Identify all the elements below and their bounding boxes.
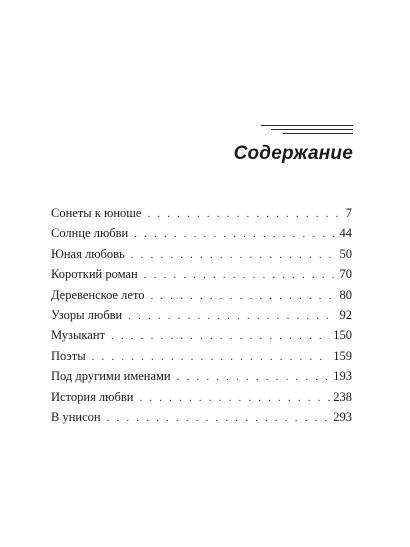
toc-entry[interactable]	[51, 366, 352, 386]
dot-leader	[151, 286, 337, 306]
toc-entry-title: Деревенское лето	[51, 287, 145, 302]
toc-entry[interactable]	[51, 223, 352, 243]
page-title: Содержание	[233, 143, 353, 164]
toc-entry-page-number: 44	[339, 226, 352, 241]
toc-entry[interactable]	[51, 305, 352, 325]
toc-entry-title: История любви	[51, 389, 134, 404]
toc-entry[interactable]	[51, 387, 352, 407]
toc-entry-page-number: 193	[333, 369, 352, 384]
toc-entry-page-number: 80	[339, 287, 352, 302]
toc-entry[interactable]	[51, 325, 352, 345]
dot-leader	[144, 265, 337, 285]
dot-leader	[111, 326, 330, 346]
toc-entry[interactable]	[51, 203, 352, 223]
toc-entry[interactable]	[51, 285, 352, 305]
toc-entry-page-number: 159	[333, 348, 352, 363]
toc-entry-title: Короткий роман	[51, 267, 138, 282]
toc-entry-page-number: 70	[339, 267, 352, 282]
divider-line	[261, 125, 353, 126]
dot-leader	[107, 408, 331, 428]
decorative-rules	[261, 125, 353, 137]
divider-line	[283, 133, 353, 134]
toc-entry[interactable]	[51, 346, 352, 366]
dot-leader	[131, 245, 337, 265]
toc-entry-title: Юная любовь	[51, 246, 125, 261]
toc-entry-title: Поэты	[51, 348, 86, 363]
dot-leader	[177, 367, 331, 387]
toc-entry[interactable]	[51, 407, 352, 427]
toc-entry-title: В унисон	[51, 409, 101, 424]
table-of-contents	[51, 203, 352, 427]
toc-entry[interactable]	[51, 264, 352, 284]
toc-entry-page-number: 92	[339, 307, 352, 322]
divider-line	[271, 129, 353, 130]
dot-leader	[139, 388, 330, 408]
toc-entry-page-number: 7	[345, 206, 352, 220]
dot-leader	[92, 347, 331, 367]
toc-entry-title: Под другими именами	[51, 369, 171, 384]
toc-entry-page-number: 238	[333, 389, 352, 404]
toc-entry-page-number: 150	[333, 328, 352, 343]
dot-leader	[134, 224, 336, 244]
toc-entry-title: Солнце любви	[51, 226, 129, 241]
toc-entry-title: Музыкант	[51, 328, 105, 343]
toc-entry-title: Сонеты к юноше	[51, 206, 142, 220]
dot-leader	[128, 306, 336, 326]
toc-entry-page-number: 50	[339, 246, 352, 261]
toc-entry-page-number: 293	[333, 409, 352, 424]
toc-entry[interactable]	[51, 244, 352, 264]
toc-entry-title: Узоры любви	[51, 307, 123, 322]
dot-leader	[147, 204, 342, 224]
